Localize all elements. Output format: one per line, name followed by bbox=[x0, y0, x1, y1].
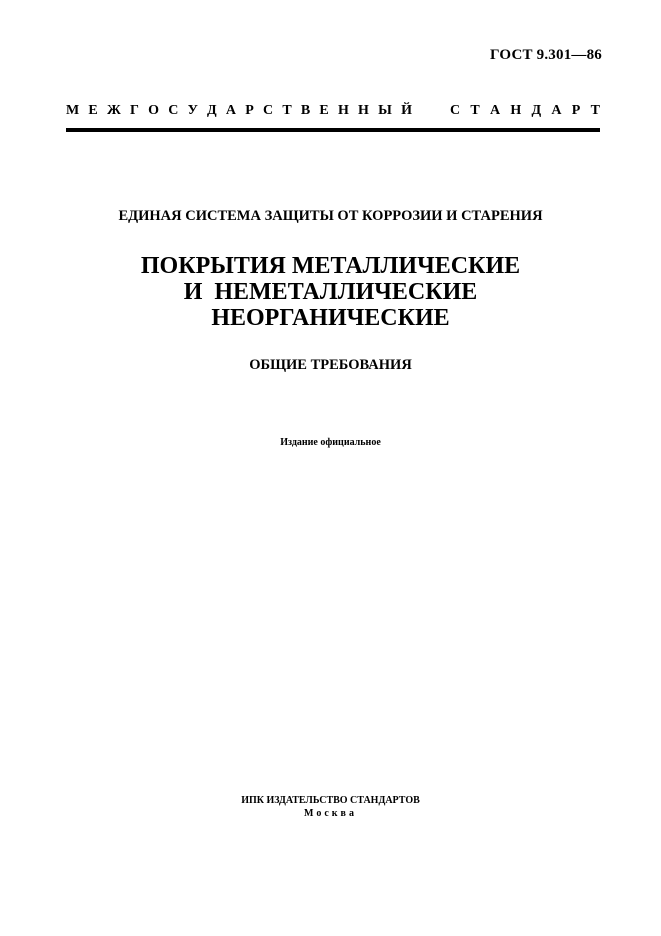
main-title-line-3: НЕОРГАНИЧЕСКИЕ bbox=[211, 305, 450, 331]
standard-banner bbox=[66, 103, 600, 119]
banner-letter: Т bbox=[470, 103, 480, 118]
banner-letter: Р bbox=[245, 103, 254, 118]
banner-letter: С bbox=[450, 103, 461, 118]
publisher: ИПК ИЗДАТЕЛЬСТВО СТАНДАРТОВ bbox=[241, 795, 420, 806]
main-title-line-2: И НЕМЕТАЛЛИЧЕСКИЕ bbox=[183, 279, 478, 305]
banner-letter: Н bbox=[510, 103, 522, 118]
main-title-line-1: ПОКРЫТИЯ МЕТАЛЛИЧЕСКИЕ bbox=[140, 253, 521, 279]
banner-letter: Ж bbox=[106, 103, 121, 118]
banner-letter: Т bbox=[282, 103, 292, 118]
banner-letter: Ы bbox=[378, 103, 392, 118]
banner-letter: Е bbox=[88, 103, 98, 118]
banner-letter: Н bbox=[358, 103, 369, 118]
document-code: ГОСТ 9.301—86 bbox=[490, 47, 602, 63]
banner-letter: С bbox=[262, 103, 274, 118]
banner-letter: Р bbox=[571, 103, 581, 118]
banner-letter: Й bbox=[401, 103, 412, 118]
subtitle: ОБЩИЕ ТРЕБОВАНИЯ bbox=[249, 357, 412, 373]
banner-letter: Г bbox=[130, 103, 139, 118]
banner-letter: У bbox=[187, 103, 198, 118]
banner-letter: Е bbox=[319, 103, 329, 118]
banner-letter: О bbox=[148, 103, 160, 118]
banner-letter: С bbox=[168, 103, 179, 118]
main-title bbox=[0, 253, 661, 331]
banner-letter: А bbox=[489, 103, 501, 118]
publication-city: Москва bbox=[304, 808, 357, 819]
header-rule bbox=[66, 128, 600, 132]
edition-note: Издание официальное bbox=[280, 437, 381, 448]
banner-letter: Т bbox=[590, 103, 600, 118]
banner-letter: А bbox=[551, 103, 562, 118]
banner-letter: Н bbox=[337, 103, 349, 118]
banner-letter: М bbox=[66, 103, 80, 118]
banner-word-interstate bbox=[66, 103, 412, 119]
banner-letter: Д bbox=[531, 103, 542, 118]
banner-letter: А bbox=[225, 103, 237, 118]
system-title: ЕДИНАЯ СИСТЕМА ЗАЩИТЫ ОТ КОРРОЗИИ И СТАРЕНИЯ bbox=[118, 208, 543, 224]
banner-letter: В bbox=[300, 103, 311, 118]
banner-letter: Д bbox=[207, 103, 217, 118]
banner-word-standard bbox=[450, 103, 600, 119]
